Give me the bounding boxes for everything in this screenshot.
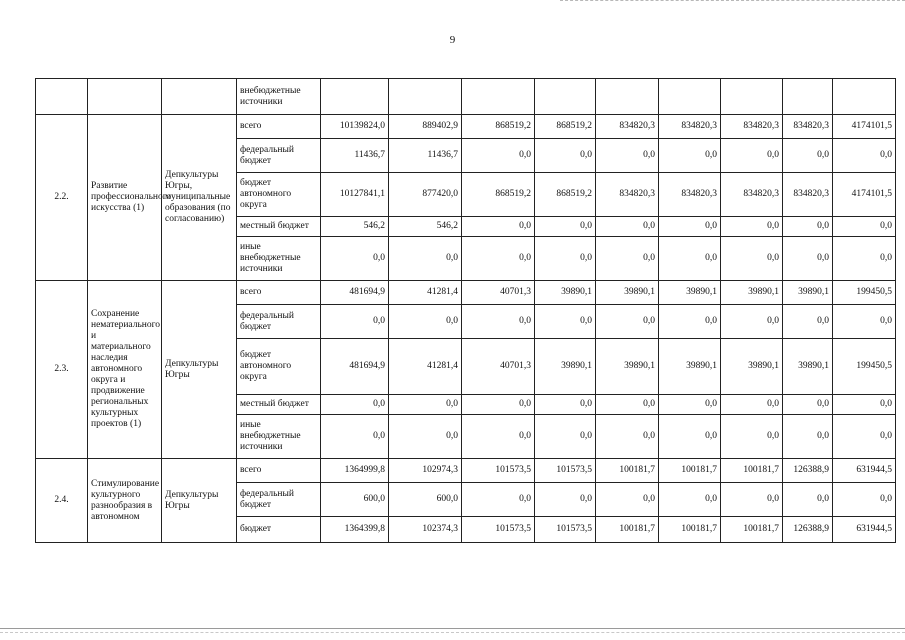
amount-cell: 546,2 <box>321 217 389 237</box>
amount-cell: 481694,9 <box>321 281 389 305</box>
item-name: Стимулирование культурного разнообразия в автономном <box>88 459 162 543</box>
amount-cell: 101573,5 <box>535 517 596 543</box>
amount-cell: 0,0 <box>833 217 896 237</box>
funding-source-label: бюджет автономного округа <box>237 173 321 217</box>
amount-cell: 0,0 <box>389 305 462 339</box>
amount-cell: 0,0 <box>783 483 833 517</box>
amount-cell: 4174101,5 <box>833 115 896 139</box>
amount-cell: 0,0 <box>721 217 783 237</box>
amount-cell: 0,0 <box>535 305 596 339</box>
amount-cell: 39890,1 <box>721 281 783 305</box>
amount-cell: 834820,3 <box>783 115 833 139</box>
amount-cell: 39890,1 <box>535 281 596 305</box>
amount-cell: 868519,2 <box>535 173 596 217</box>
amount-cell: 1364999,8 <box>321 459 389 483</box>
amount-cell: 0,0 <box>596 305 659 339</box>
amount-cell: 39890,1 <box>596 281 659 305</box>
funding-source-label: бюджет автономного округа <box>237 339 321 395</box>
amount-cell: 868519,2 <box>462 115 535 139</box>
item-executor: Депкультуры Югры <box>162 281 237 459</box>
amount-cell: 0,0 <box>721 395 783 415</box>
amount-cell: 0,0 <box>535 237 596 281</box>
amount-cell: 868519,2 <box>462 173 535 217</box>
amount-cell: 0,0 <box>833 305 896 339</box>
amount-cell: 834820,3 <box>783 173 833 217</box>
item-executor <box>162 79 237 115</box>
amount-cell: 39890,1 <box>659 281 721 305</box>
item-executor: Депкультуры Югры <box>162 459 237 543</box>
amount-cell: 101573,5 <box>462 517 535 543</box>
amount-cell: 4174101,5 <box>833 173 896 217</box>
amount-cell: 0,0 <box>389 237 462 281</box>
amount-cell: 126388,9 <box>783 459 833 483</box>
amount-cell: 41281,4 <box>389 339 462 395</box>
amount-cell <box>833 79 896 115</box>
amount-cell: 834820,3 <box>721 115 783 139</box>
amount-cell: 0,0 <box>535 483 596 517</box>
amount-cell: 0,0 <box>462 237 535 281</box>
amount-cell <box>321 79 389 115</box>
amount-cell: 41281,4 <box>389 281 462 305</box>
amount-cell: 0,0 <box>659 305 721 339</box>
funding-source-label: внебюджетные источники <box>237 79 321 115</box>
amount-cell: 600,0 <box>321 483 389 517</box>
amount-cell: 100181,7 <box>721 459 783 483</box>
amount-cell: 0,0 <box>596 237 659 281</box>
amount-cell: 39890,1 <box>596 339 659 395</box>
funding-source-label: бюджет <box>237 517 321 543</box>
amount-cell: 0,0 <box>321 237 389 281</box>
item-name: Сохранение нематериального и материального наследия автономного округа и продвижение региональных культурных проектов (1) <box>88 281 162 459</box>
amount-cell: 40701,3 <box>462 281 535 305</box>
amount-cell: 0,0 <box>659 483 721 517</box>
amount-cell: 0,0 <box>462 305 535 339</box>
budget-table <box>35 78 896 543</box>
funding-source-label: всего <box>237 459 321 483</box>
amount-cell: 39890,1 <box>659 339 721 395</box>
item-number: 2.4. <box>36 459 88 543</box>
amount-cell: 0,0 <box>783 415 833 459</box>
amount-cell: 100181,7 <box>596 517 659 543</box>
item-number: 2.2. <box>36 115 88 281</box>
item-executor: Депкультуры Югры, муниципальные образования (по согласованию) <box>162 115 237 281</box>
scan-edge-top <box>560 0 905 3</box>
amount-cell: 199450,5 <box>833 339 896 395</box>
amount-cell: 0,0 <box>783 237 833 281</box>
amount-cell: 0,0 <box>833 483 896 517</box>
amount-cell: 0,0 <box>321 305 389 339</box>
amount-cell: 0,0 <box>321 395 389 415</box>
table-row <box>36 459 896 483</box>
amount-cell: 0,0 <box>535 139 596 173</box>
item-number: 2.3. <box>36 281 88 459</box>
amount-cell <box>721 79 783 115</box>
amount-cell: 0,0 <box>783 305 833 339</box>
table-row <box>36 281 896 305</box>
amount-cell: 0,0 <box>535 217 596 237</box>
amount-cell: 877420,0 <box>389 173 462 217</box>
amount-cell: 0,0 <box>389 415 462 459</box>
amount-cell: 100181,7 <box>659 517 721 543</box>
amount-cell: 102974,3 <box>389 459 462 483</box>
amount-cell <box>659 79 721 115</box>
amount-cell: 40701,3 <box>462 339 535 395</box>
amount-cell: 0,0 <box>833 395 896 415</box>
amount-cell: 0,0 <box>721 237 783 281</box>
amount-cell: 1364399,8 <box>321 517 389 543</box>
amount-cell <box>535 79 596 115</box>
amount-cell: 0,0 <box>596 395 659 415</box>
amount-cell: 834820,3 <box>659 115 721 139</box>
scan-edge-bottom <box>0 628 905 633</box>
amount-cell: 10127841,1 <box>321 173 389 217</box>
item-name <box>88 79 162 115</box>
amount-cell: 0,0 <box>783 139 833 173</box>
amount-cell: 11436,7 <box>389 139 462 173</box>
page-number: 9 <box>449 34 456 46</box>
amount-cell: 102374,3 <box>389 517 462 543</box>
amount-cell: 631944,5 <box>833 459 896 483</box>
amount-cell: 0,0 <box>462 395 535 415</box>
funding-source-label: иные внебюджетные источники <box>237 237 321 281</box>
amount-cell: 39890,1 <box>535 339 596 395</box>
amount-cell: 0,0 <box>833 237 896 281</box>
item-name: Развитие профессионального искусства (1) <box>88 115 162 281</box>
funding-source-label: федеральный бюджет <box>237 483 321 517</box>
amount-cell: 600,0 <box>389 483 462 517</box>
amount-cell: 0,0 <box>721 139 783 173</box>
amount-cell: 101573,5 <box>462 459 535 483</box>
funding-source-label: федеральный бюджет <box>237 139 321 173</box>
amount-cell: 0,0 <box>596 483 659 517</box>
amount-cell: 100181,7 <box>721 517 783 543</box>
funding-source-label: всего <box>237 115 321 139</box>
amount-cell: 100181,7 <box>659 459 721 483</box>
amount-cell: 0,0 <box>462 483 535 517</box>
amount-cell: 100181,7 <box>596 459 659 483</box>
amount-cell: 0,0 <box>659 415 721 459</box>
amount-cell: 0,0 <box>596 139 659 173</box>
amount-cell: 0,0 <box>535 395 596 415</box>
amount-cell: 0,0 <box>462 415 535 459</box>
amount-cell: 11436,7 <box>321 139 389 173</box>
amount-cell: 0,0 <box>783 217 833 237</box>
amount-cell: 0,0 <box>659 217 721 237</box>
amount-cell <box>596 79 659 115</box>
amount-cell: 0,0 <box>462 139 535 173</box>
table-row <box>36 79 896 115</box>
funding-source-label: федеральный бюджет <box>237 305 321 339</box>
amount-cell: 0,0 <box>833 415 896 459</box>
amount-cell: 199450,5 <box>833 281 896 305</box>
amount-cell: 0,0 <box>659 395 721 415</box>
amount-cell: 481694,9 <box>321 339 389 395</box>
amount-cell: 0,0 <box>783 395 833 415</box>
amount-cell: 546,2 <box>389 217 462 237</box>
amount-cell: 0,0 <box>462 217 535 237</box>
amount-cell: 834820,3 <box>596 115 659 139</box>
amount-cell <box>462 79 535 115</box>
amount-cell: 101573,5 <box>535 459 596 483</box>
amount-cell <box>389 79 462 115</box>
amount-cell: 126388,9 <box>783 517 833 543</box>
amount-cell: 39890,1 <box>783 281 833 305</box>
amount-cell: 0,0 <box>535 415 596 459</box>
amount-cell: 631944,5 <box>833 517 896 543</box>
amount-cell: 834820,3 <box>721 173 783 217</box>
amount-cell: 868519,2 <box>535 115 596 139</box>
table-row <box>36 115 896 139</box>
amount-cell: 889402,9 <box>389 115 462 139</box>
amount-cell: 834820,3 <box>659 173 721 217</box>
amount-cell: 39890,1 <box>721 339 783 395</box>
item-number <box>36 79 88 115</box>
amount-cell: 0,0 <box>659 237 721 281</box>
amount-cell: 0,0 <box>833 139 896 173</box>
amount-cell: 0,0 <box>721 415 783 459</box>
amount-cell: 834820,3 <box>596 173 659 217</box>
amount-cell: 0,0 <box>596 415 659 459</box>
amount-cell: 10139824,0 <box>321 115 389 139</box>
amount-cell: 0,0 <box>389 395 462 415</box>
amount-cell: 0,0 <box>321 415 389 459</box>
funding-source-label: местный бюджет <box>237 217 321 237</box>
funding-source-label: иные внебюджетные источники <box>237 415 321 459</box>
funding-source-label: всего <box>237 281 321 305</box>
amount-cell: 39890,1 <box>783 339 833 395</box>
amount-cell: 0,0 <box>596 217 659 237</box>
amount-cell: 0,0 <box>721 483 783 517</box>
amount-cell: 0,0 <box>721 305 783 339</box>
funding-source-label: местный бюджет <box>237 395 321 415</box>
amount-cell: 0,0 <box>659 139 721 173</box>
amount-cell <box>783 79 833 115</box>
budget-table-body <box>36 79 896 543</box>
